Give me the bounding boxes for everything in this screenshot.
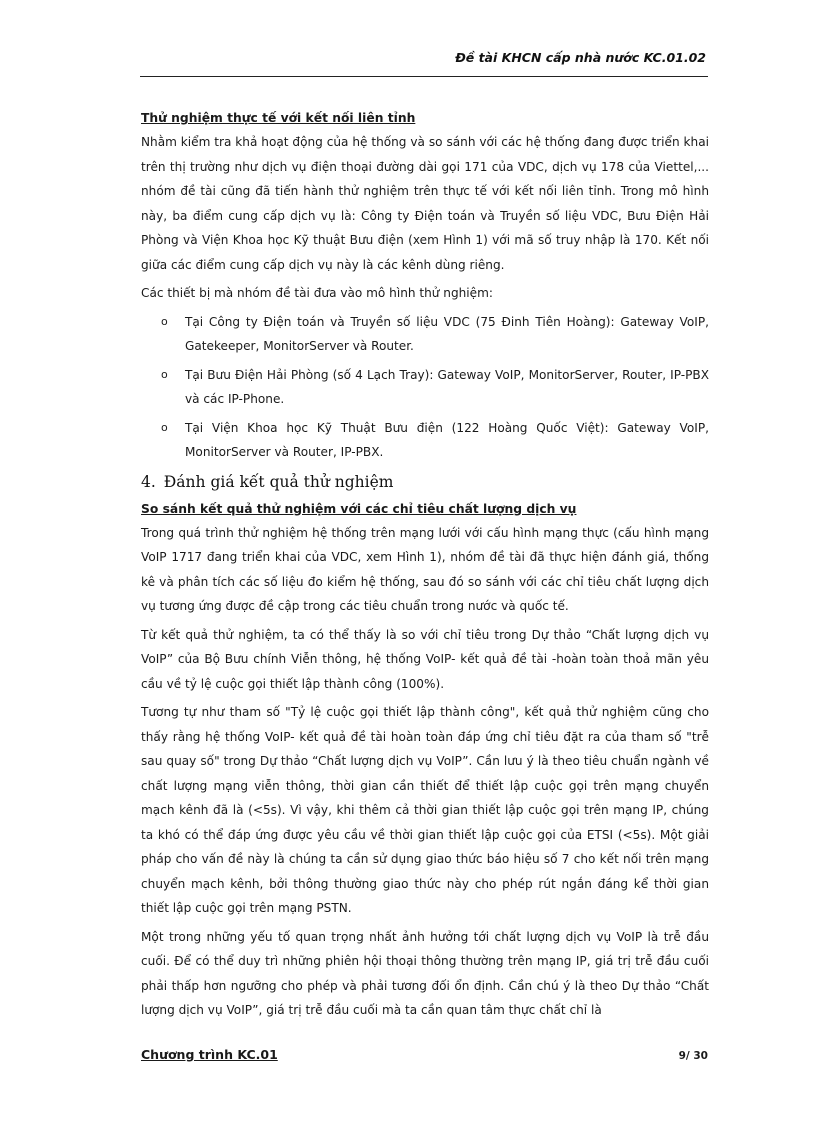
- footer-program: Chương trình KC.01: [141, 1047, 278, 1062]
- bullet-marker: o: [161, 420, 168, 434]
- subheading-quality-comparison: So sánh kết quả thử nghiệm với các chỉ tiêu chất lượng dịch vụ: [141, 501, 577, 516]
- equipment-list: [141, 310, 709, 465]
- list-item-text: Tại Công ty Điện toán và Truyền số liệu VDC (75 Đinh Tiên Hoàng): Gateway VoIP, Gatekeeper, MonitorServer và Router.: [185, 314, 709, 353]
- paragraph: Một trong những yếu tố quan trọng nhất ảnh hưởng tới chất lượng dịch vụ VoIP là trễ đầu cuối. Để có thể duy trì những phiên hội thoại thông thường trên mạng IP, giá trị trễ đầu cuối phải thấp hơn ngưỡng cho phép và phải tương đối ổn định. Cần chú ý là theo Dự thảo “Chất lượng dịch vụ VoIP”, giá trị trễ đầu cuối mà ta cần quan tâm thực chất chỉ là: [141, 929, 709, 1017]
- section-number: 4.: [141, 472, 156, 491]
- bullet-marker: o: [161, 367, 168, 381]
- list-item-text: Tại Viện Khoa học Kỹ Thuật Bưu điện (122 Hoàng Quốc Việt): Gateway VoIP, MonitorServer và Router, IP-PBX.: [185, 420, 709, 459]
- bullet-marker: o: [161, 314, 168, 328]
- paragraph: Trong quá trình thử nghiệm hệ thống trên mạng lưới với cấu hình mạng thực (cấu hình mạng VoIP 1717 đang triển khai của VDC, xem Hình 1), nhóm đề tài đã thực hiện đánh giá, thống kê và phân tích các số liệu đo kiểm hệ thống, sau đó so sánh với các chỉ tiêu chất lượng dịch vụ tương ứng được đề cập trong các tiêu chuẩn trong nước và quốc tế.: [141, 525, 709, 613]
- header-title: Đề tài KHCN cấp nhà nước KC.01.02: [455, 50, 706, 65]
- list-item: [161, 416, 709, 465]
- list-item-text: Tại Bưu Điện Hải Phòng (số 4 Lạch Tray): Gateway VoIP, MonitorServer, Router, IP-PBX và các IP-Phone.: [185, 367, 709, 406]
- section-title: Đánh giá kết quả thử nghiệm: [163, 472, 394, 491]
- paragraph: Tương tự như tham số "Tỷ lệ cuộc gọi thiết lập thành công", kết quả thử nghiệm cũng cho thấy rằng hệ thống VoIP- kết quả đề tài hoàn toàn đáp ứng chỉ tiêu đặt ra của tham số "trễ sau quay số" trong Dự thảo “Chất lượng dịch vụ VoIP”. Cần lưu ý là theo tiêu chuẩn ngành về chất lượng mạng viễn thông, thời gian cần thiết để thiết lập cuộc gọi trên mạng chuyển mạch kênh đã là (<5s). Vì vậy, khi thêm cả thời gian thiết lập cuộc gọi trên mạng IP, chúng ta khó có thể đáp ứng được yêu cầu về thời gian thiết lập cuộc gọi của ETSI (<5s). Một giải pháp cho vấn đề này là chúng ta cần sử dụng giao thức báo hiệu số 7 cho kết nối trên mạng chuyển mạch kênh, bởi thông thường giao thức này cho phép rút ngắn đáng kể thời gian thiết lập cuộc gọi trên mạng PSTN.: [141, 705, 709, 915]
- page-number: 9/ 30: [678, 1050, 708, 1062]
- document-body: [141, 106, 709, 1027]
- subheading-interprovincial-test: Thử nghiệm thực tế với kết nối liên tỉnh: [141, 111, 416, 125]
- paragraph: Từ kết quả thử nghiệm, ta có thể thấy là so với chỉ tiêu trong Dự thảo “Chất lượng dịch vụ VoIP” của Bộ Bưu chính Viễn thông, hệ thống VoIP- kết quả đề tài -hoàn toàn thoả mãn yêu cầu về tỷ lệ cuộc gọi thiết lập thành công (100%).: [141, 627, 709, 691]
- paragraph-equipment-intro: Các thiết bị mà nhóm đề tài đưa vào mô hình thử nghiệm:: [141, 286, 493, 300]
- header-divider: [140, 76, 708, 77]
- list-item: [161, 363, 709, 412]
- paragraph-test-intro: Nhằm kiểm tra khả hoạt động của hệ thống và so sánh với các hệ thống đang được triển khai trên thị trường như dịch vụ điện thoại đường dài gọi 171 của VDC, dịch vụ 178 của Viettel,... nhóm đề tài cũng đã tiến hành thử nghiệm trên thực tế với kết nối liên tỉnh. Trong mô hình này, ba điểm cung cấp dịch vụ là: Công ty Điện toán và Truyền số liệu VDC, Bưu Điện Hải Phòng và Viện Khoa học Kỹ thuật Bưu điện (xem Hình 1) với mã số truy nhập là 170. Kết nối giữa các điểm cung cấp dịch vụ này là các kênh dùng riêng.: [141, 135, 709, 272]
- list-item: [161, 310, 709, 359]
- section-heading: [141, 469, 709, 495]
